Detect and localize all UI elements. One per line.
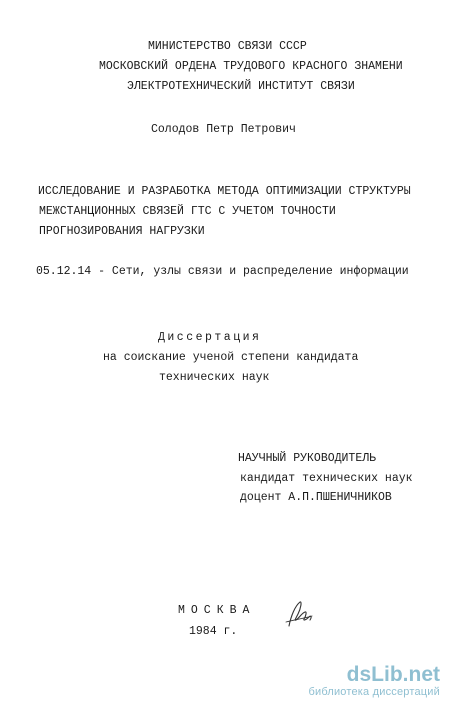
supervisor-line-1: кандидат технических наук <box>240 472 413 485</box>
dslib-logo <box>308 664 440 686</box>
dslib-logo-domain: .net <box>402 663 440 686</box>
institute-line-2: ЭЛЕКТРОТЕХНИЧЕСКИЙ ИНСТИТУТ СВЯЗИ <box>127 80 355 93</box>
dslib-logo-main: dsLib <box>346 663 403 686</box>
thesis-title-line-1: ИССЛЕДОВАНИЕ И РАЗРАБОТКА МЕТОДА ОПТИМИЗАЦИИ СТРУКТУРЫ <box>38 185 411 198</box>
ministry-line: МИНИСТЕРСТВО СВЯЗИ СССР <box>148 40 307 53</box>
dslib-watermark <box>308 664 440 698</box>
thesis-title-line-3: ПРОГНОЗИРОВАНИЯ НАГРУЗКИ <box>39 225 205 238</box>
specialty-line: 05.12.14 - Сети, узлы связи и распределение информации <box>36 265 409 278</box>
degree-line-2: технических наук <box>159 371 270 384</box>
thesis-title-line-2: МЕЖСТАНЦИОННЫХ СВЯЗЕЙ ГТС С УЧЕТОМ ТОЧНОСТИ <box>39 205 336 218</box>
year: 1984 г. <box>189 625 238 638</box>
place-city: МОСКВА <box>178 604 256 617</box>
handwritten-signature <box>283 598 315 632</box>
supervisor-line-2: доцент А.П.ПШЕНИЧНИКОВ <box>240 491 392 504</box>
supervisor-heading: НАУЧНЫЙ РУКОВОДИТЕЛЬ <box>238 452 377 465</box>
author-name: Солодов Петр Петрович <box>151 123 296 136</box>
institute-line-1: МОСКОВСКИЙ ОРДЕНА ТРУДОВОГО КРАСНОГО ЗНАМЕНИ <box>99 60 403 73</box>
degree-type: Диссертация <box>158 331 262 344</box>
dslib-subtitle: библиотека диссертаций <box>308 686 440 698</box>
degree-line-1: на соискание ученой степени кандидата <box>103 351 359 364</box>
